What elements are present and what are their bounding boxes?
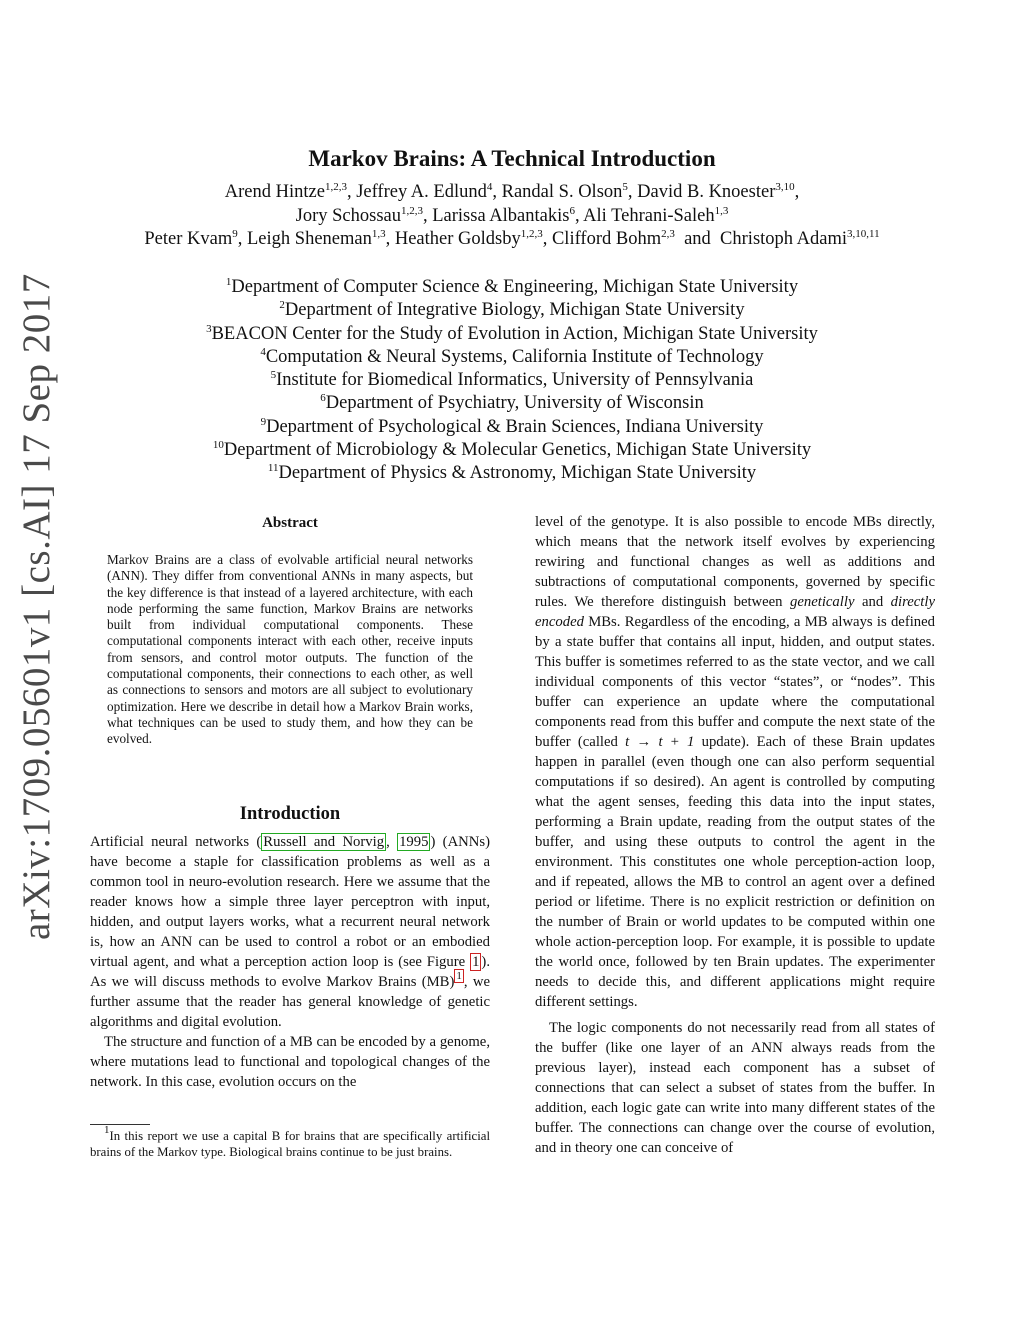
author-line-2: Jory Schossau$^{1,2,3}$, Larissa Albantakis$^6$, Ali Tehrani-Saleh$^{1,3}$ (295, 204, 729, 226)
figure-link[interactable]: 1 (472, 954, 480, 970)
right-column-body (535, 512, 935, 1158)
affiliation: $^{11}$Department of Physics & Astronomy, Michigan State University (267, 462, 757, 484)
left-column-body (90, 832, 490, 1092)
paper-title: Markov Brains: A Technical Introduction (308, 146, 716, 171)
author-list (60, 181, 964, 252)
affiliation: $^1$Department of Computer Science & Engineering, Michigan State University (225, 276, 799, 297)
footnote-link[interactable]: 1 (456, 970, 462, 982)
footnote-divider (90, 1124, 150, 1125)
affiliation: $^4$Computation & Neural Systems, California Institute of Technology (260, 345, 764, 367)
right-paragraph-2: The logic components do not necessarily read from all states of the buffer (like one layer of an ANN always reads from the previous layer), instead each component has a subset of connections that can select a subset of states from the buffer. In addition, each logic gate can write into many different states of the buffer. The connections can change over the course of evolution, and in theory one can conceive of (535, 1020, 935, 1156)
intro-paragraph-2: The structure and function of a MB can be encoded by a genome, where mutations lead to functional and topological changes of the network. In this case, evolution occurs on the (90, 1034, 490, 1090)
citation-link[interactable]: Russell and Norvig (263, 834, 385, 850)
affiliation: $^{10}$Department of Microbiology & Molecular Genetics, Michigan State University (212, 439, 812, 461)
intro-heading: Introduction (239, 804, 341, 824)
affiliation: $^2$Department of Integrative Biology, Michigan State University (279, 299, 745, 321)
affiliation: $^5$Institute for Biomedical Informatics, University of Pennsylvania (270, 369, 754, 391)
math-expression: t → t + 1 (625, 734, 695, 750)
abstract-heading: Abstract (262, 515, 318, 531)
citation-year-link[interactable]: 1995 (399, 834, 429, 850)
affiliation-list (60, 276, 964, 486)
author-line-3: Peter Kvam$^9$, Leigh Sheneman$^{1,3}$, Heather Goldsby$^{1,2,3}$, Clifford Bohm$^{2,3}$ and Christoph Adami$^{3,10,11}$ (144, 228, 880, 249)
abstract-text: Markov Brains are a class of evolvable artificial neural networks (ANN). They differ from conventional ANNs in many aspects, but the key difference is that instead of a layered architecture, with each node performing the same function, Markov Brains are networks built from individual computational components. These computational components interact with each other, receive inputs from sensors, and control motor outputs. The function of the computational components, their connections to each other, as well as connections to sensors and motors are all subject to evolutionary optimization. Here we describe in detail how a Markov Brain works, what techniques can be used to study them, and how they can be evolved. (107, 552, 473, 747)
footnote: $^1$In this report we use a capital B for brains that are specifically artificial brains of the Markov type. Biological brains continue to be just brains. (90, 1124, 490, 1159)
intro-paragraph-1: Artificial neural networks ( Russell and Norvig , 1995 ) (ANNs) have become a staple for classification problems as well as a common tool in neuro-evolution research. Here we assume that the reader knows how a simple three layer perceptron with input, hidden, and output layers works, what a recurrent neural network is, how an ANN can be used to control a robot or an embodied virtual agent, and what a perception action loop is (see Figure 1 ). As we will discuss methods to evolve Markov Brains (MB) $^1$ , we further assume that the reader has general knowledge of genetic algorithms and digital evolution. (90, 834, 491, 1030)
right-paragraph-1: level of the genotype. It is also possible to encode MBs directly, which means that the network itself evolves by experiencing rewiring and functional changes as well as additions and subtractions of computational components, governed by specific rules. We therefore distinguish between genetically and directly encoded MBs. Regardless of the encoding, a MB always is defined by a state buffer that contains all input, hidden, and output states. This buffer is sometimes referred to as the state vector, and we call individual components of this vector “states”, or “nodes”. This buffer can experience an update where the computational components read from this buffer and compute the next state of the buffer (called t → t + 1 update). Each of these Brain updates happen in parallel (even though one can also perform sequential computations if so desired). An agent is controlled by computing what the agent senses, feeding this data into the input states, performing a Brain update, reading from the output states of the buffer, and using these outputs to control the agent in the environment. This constitutes one whole perception-action loop, and if repeated, allows the MB to control an agent over a defined period or lifetime. There is no explicit restriction or definition on the number of Brain or world updates to be computed within one whole action-perception loop. For example, it is possible to update the world once, followed by ten Brain updates. The experimenter needs to decide this, and different applications might require different settings. (535, 514, 935, 1010)
arxiv-stamp: arXiv:1709.05601v1 [cs.AI] 17 Sep 2017 (15, 273, 58, 940)
affiliation: $^3$BEACON Center for the Study of Evolution in Action, Michigan State University (206, 322, 818, 344)
author-line-1: Arend Hintze$^{1,2,3}$, Jeffrey A. Edlund$^4$, Randal S. Olson$^5$, David B. Knoester$^{3,10}$, (224, 181, 800, 202)
affiliation: $^6$Department of Psychiatry, University of Wisconsin (320, 392, 704, 414)
affiliation: $^9$Department of Psychological & Brain Sciences, Indiana University (260, 415, 764, 437)
